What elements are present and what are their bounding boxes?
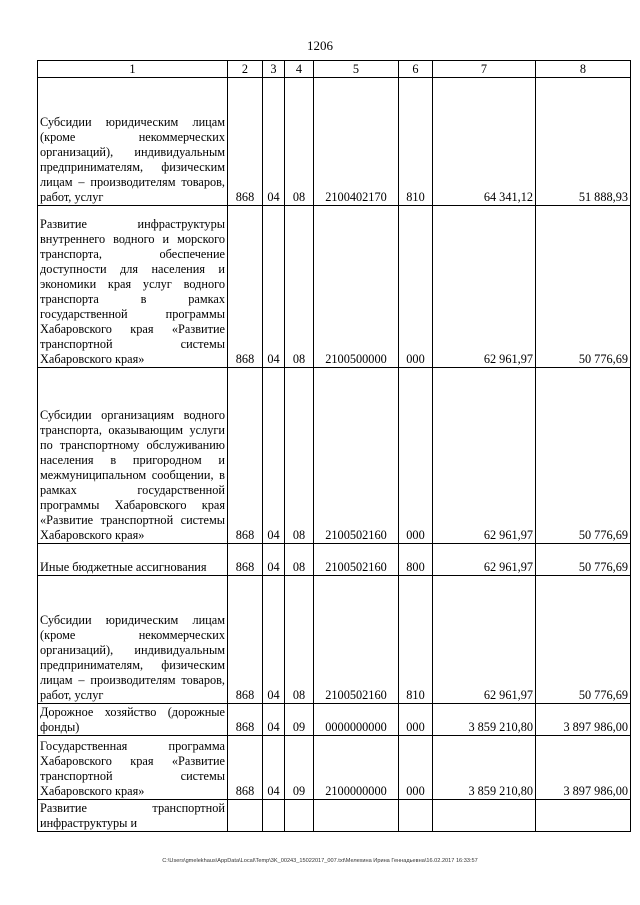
column-header: 6 xyxy=(399,61,433,78)
cell-ministry-code: 868 xyxy=(228,206,263,368)
cell-amount-col7: 62 961,97 xyxy=(433,576,536,704)
cell-amount-col8: 50 776,69 xyxy=(536,368,631,544)
cell-target-item: 2100500000 xyxy=(314,206,399,368)
cell-section xyxy=(263,800,285,832)
column-header: 2 xyxy=(228,61,263,78)
cell-ministry-code: 868 xyxy=(228,576,263,704)
cell-subsection: 08 xyxy=(285,368,314,544)
cell-amount-col8: 51 888,93 xyxy=(536,78,631,206)
table-row xyxy=(38,368,631,544)
table-header-row xyxy=(38,61,631,78)
cell-amount-col8: 50 776,69 xyxy=(536,576,631,704)
column-header: 3 xyxy=(263,61,285,78)
table-row xyxy=(38,800,631,832)
cell-expense-type: 000 xyxy=(399,368,433,544)
cell-subsection: 08 xyxy=(285,576,314,704)
cell-subsection: 09 xyxy=(285,704,314,736)
cell-ministry-code: 868 xyxy=(228,736,263,800)
cell-ministry-code xyxy=(228,800,263,832)
cell-amount-col7 xyxy=(433,800,536,832)
cell-amount-col7: 62 961,97 xyxy=(433,368,536,544)
cell-amount-col8: 3 897 986,00 xyxy=(536,704,631,736)
page-number: 1206 xyxy=(307,38,333,53)
table-row xyxy=(38,736,631,800)
cell-ministry-code: 868 xyxy=(228,78,263,206)
cell-expense-type xyxy=(399,800,433,832)
table-row xyxy=(38,704,631,736)
row-description: Иные бюджетные ассигнования xyxy=(38,544,228,576)
cell-section: 04 xyxy=(263,206,285,368)
table-row xyxy=(38,78,631,206)
row-description: Дорожное хозяйство (дорожные фонды) xyxy=(38,704,228,736)
cell-amount-col8: 50 776,69 xyxy=(536,206,631,368)
row-description: Субсидии организациям водного транспорта, оказывающим услуги по транспортному обслуживанию населения в пригородном и межмуниципальном сообщении, в рамках государственной программы Хабаровского края «Развитие транспортной системы Хабаровского края» xyxy=(38,368,228,544)
cell-ministry-code: 868 xyxy=(228,704,263,736)
cell-section: 04 xyxy=(263,544,285,576)
cell-section: 04 xyxy=(263,576,285,704)
cell-amount-col8 xyxy=(536,800,631,832)
cell-section: 04 xyxy=(263,78,285,206)
budget-table xyxy=(37,60,631,832)
cell-subsection xyxy=(285,800,314,832)
cell-target-item: 2100402170 xyxy=(314,78,399,206)
cell-subsection: 08 xyxy=(285,544,314,576)
cell-target-item: 2100502160 xyxy=(314,544,399,576)
cell-expense-type: 000 xyxy=(399,704,433,736)
table-row xyxy=(38,206,631,368)
cell-section: 04 xyxy=(263,368,285,544)
cell-expense-type: 000 xyxy=(399,736,433,800)
cell-amount-col7: 62 961,97 xyxy=(433,544,536,576)
row-description: Субсидии юридическим лицам (кроме некоммерческих организаций), индивидуальным предпринимателям, физическим лицам – производителям товаров, работ, услуг xyxy=(38,78,228,206)
cell-target-item xyxy=(314,800,399,832)
cell-amount-col7: 3 859 210,80 xyxy=(433,704,536,736)
cell-subsection: 09 xyxy=(285,736,314,800)
cell-ministry-code: 868 xyxy=(228,368,263,544)
cell-amount-col8: 3 897 986,00 xyxy=(536,736,631,800)
row-description: Развитие транспортной инфраструктуры и xyxy=(38,800,228,832)
cell-amount-col7: 62 961,97 xyxy=(433,206,536,368)
cell-expense-type: 810 xyxy=(399,576,433,704)
column-header: 4 xyxy=(285,61,314,78)
cell-target-item: 2100502160 xyxy=(314,368,399,544)
table-row xyxy=(38,544,631,576)
cell-expense-type: 810 xyxy=(399,78,433,206)
cell-subsection: 08 xyxy=(285,78,314,206)
cell-expense-type: 800 xyxy=(399,544,433,576)
cell-expense-type: 000 xyxy=(399,206,433,368)
cell-ministry-code: 868 xyxy=(228,544,263,576)
column-header: 1 xyxy=(38,61,228,78)
table-row xyxy=(38,576,631,704)
cell-subsection: 08 xyxy=(285,206,314,368)
column-header: 8 xyxy=(536,61,631,78)
column-header: 7 xyxy=(433,61,536,78)
row-description: Субсидии юридическим лицам (кроме некоммерческих организаций), индивидуальным предпринимателям, физическим лицам – производителям товаров, работ, услуг xyxy=(38,576,228,704)
row-description: Государственная программа Хабаровского края «Развитие транспортной системы Хабаровского края» xyxy=(38,736,228,800)
file-path-footer: C:\Users\gmelekhaus\AppData\Local\Temp\3K_00243_15022017_007.txt\Мелехина Ирина Геннадьевна\16.02.2017 16:33:57 xyxy=(162,858,478,864)
cell-target-item: 0000000000 xyxy=(314,704,399,736)
cell-amount-col7: 3 859 210,80 xyxy=(433,736,536,800)
cell-amount-col8: 50 776,69 xyxy=(536,544,631,576)
cell-section: 04 xyxy=(263,736,285,800)
cell-target-item: 2100502160 xyxy=(314,576,399,704)
cell-target-item: 2100000000 xyxy=(314,736,399,800)
cell-amount-col7: 64 341,12 xyxy=(433,78,536,206)
cell-section: 04 xyxy=(263,704,285,736)
column-header: 5 xyxy=(314,61,399,78)
row-description: Развитие инфраструктуры внутреннего водного и морского транспорта, обеспечение доступности для населения и экономики края услуг водного транспорта в рамках государственной программы Хабаровского края «Развитие транспортной системы Хабаровского края» xyxy=(38,206,228,368)
